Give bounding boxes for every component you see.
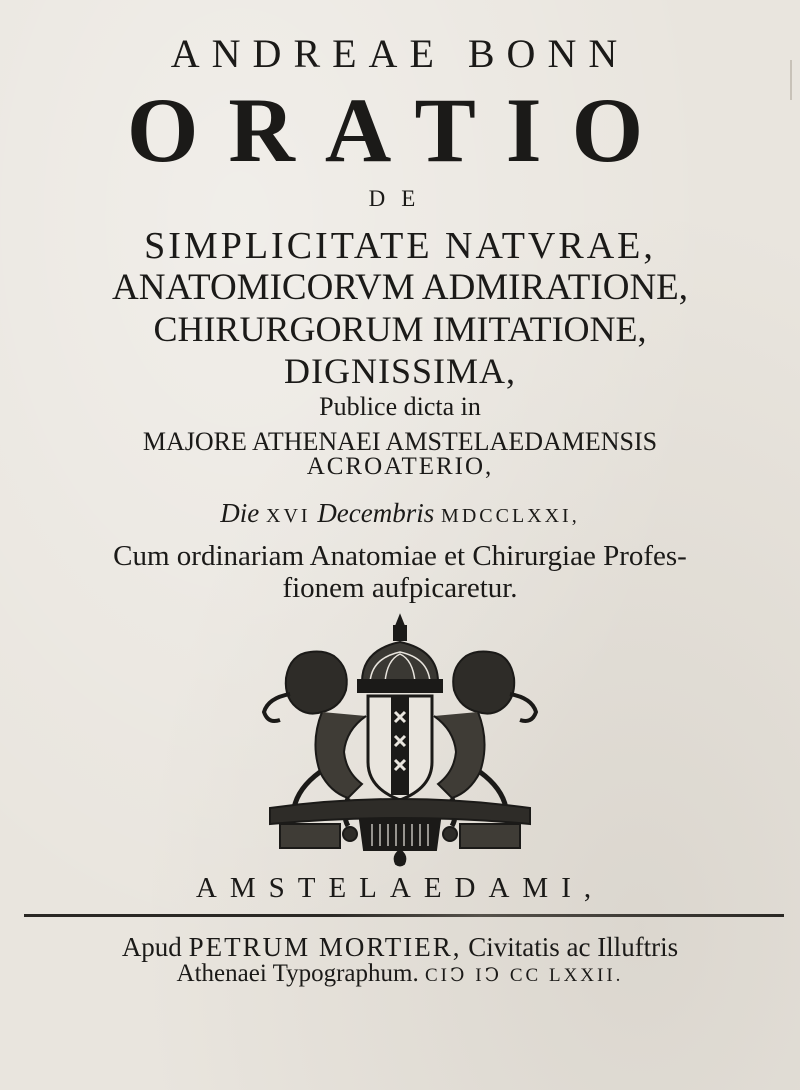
occasion-line-2: fionem aufpicaretur. xyxy=(282,572,518,604)
main-title: ORATIO xyxy=(126,79,674,181)
subject-line-2: ANATOMICORVM ADMIRATIONE, xyxy=(111,267,689,308)
imprint-year: CIↃ IↃ CC LXXII. xyxy=(424,965,624,986)
imprint-line-1 xyxy=(0,932,800,963)
venue-line-2: ACROATERIO, xyxy=(306,453,494,480)
date-month: Decembris xyxy=(317,498,435,528)
date-line xyxy=(0,498,800,529)
delivery-line: Publice dicta in xyxy=(319,392,481,421)
imprint-apud: Apud xyxy=(121,932,182,962)
date-year: MDCCLXXI, xyxy=(441,505,580,527)
subject-line-3: CHIRURGORUM IMITATIONE, xyxy=(153,309,647,349)
date-day: XVI xyxy=(266,505,311,527)
imprint-printer: PETRUM MORTIER, xyxy=(188,932,462,962)
occasion-line-1: Cum ordinariam Anatomiae et Chirurgiae Profes- xyxy=(113,540,687,572)
imprint-line-2-text: Athenaei Typographum. xyxy=(176,960,419,987)
imprint-rest: Civitatis ac Illuftris xyxy=(468,932,679,962)
imprint-line-2 xyxy=(0,960,800,988)
amsterdam-coat-of-arms-icon xyxy=(250,612,550,867)
subject-line-1: SIMPLICITATE NATVRAE, xyxy=(144,225,656,267)
venue-line-1: MAJORE ATHENAEI AMSTELAEDAMENSIS xyxy=(142,427,658,456)
preposition: DE xyxy=(368,186,432,211)
author-name: ANDREAE BONN xyxy=(170,31,630,76)
date-die: Die xyxy=(220,498,260,528)
horizontal-rule xyxy=(24,914,784,917)
imprint-place: AMSTELAEDAMI, xyxy=(195,872,605,904)
subject-line-4: DIGNISSIMA, xyxy=(283,351,516,391)
